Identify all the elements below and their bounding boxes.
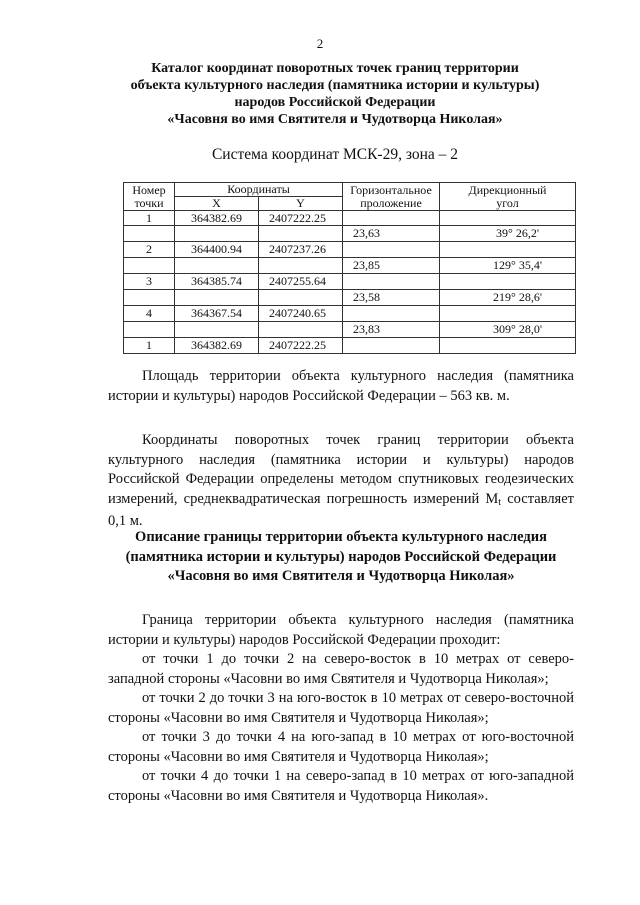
method-paragraph: Координаты поворотных точек границ территории объекта культурного наследия (памятника истории и культуры) народов Российской Федерации определены методом спутниковых геодезических измерений, среднеквадратическая погрешность измерений $M_t$ составляет 0,1 м. — [108, 432, 574, 529]
point-number: 1 — [124, 338, 175, 354]
header-point-number: Номер точки — [124, 183, 175, 211]
boundary-segment-text: от точки 3 до точки 4 на юго-запад в 10 метрах от юго-восточной стороны «Часовни во имя Святителя и Чудотворца Николая»; — [108, 729, 574, 765]
description-title-line: Описание границы территории объекта культурного наследия — [135, 529, 547, 545]
table-row — [124, 258, 576, 274]
table-row — [124, 338, 576, 354]
point-number: 4 — [124, 306, 175, 322]
point-y: 2407240.65 — [259, 306, 343, 322]
header-coordinates: Координаты — [175, 183, 343, 197]
segment-angle: 219° 28,6' — [440, 290, 576, 306]
table-row — [124, 242, 576, 258]
description-intro: Граница территории объекта культурного наследия (памятника истории и культуры) народов Российской Федерации проходит: — [108, 612, 574, 648]
table-row — [124, 226, 576, 242]
point-y: 2407222.25 — [259, 211, 343, 226]
description-title-line: «Часовня во имя Святителя и Чудотворца Николая» — [167, 568, 515, 584]
page-number: 2 — [316, 36, 324, 51]
boundary-segment-text: от точки 4 до точки 1 на северо-запад в 10 метрах от юго-западной стороны «Часовни во имя Святителя и Чудотворца Николая». — [108, 768, 574, 804]
point-x: 364400.94 — [175, 242, 259, 258]
segment-distance: 23,85 — [343, 258, 440, 274]
header-angle: Дирекционный угол — [440, 183, 576, 211]
segment-distance: 23,58 — [343, 290, 440, 306]
point-x: 364367.54 — [175, 306, 259, 322]
segment-angle: 39° 26,2' — [440, 226, 576, 242]
point-number: 1 — [124, 211, 175, 226]
point-x: 364385.74 — [175, 274, 259, 290]
point-y: 2407222.25 — [259, 338, 343, 354]
segment-distance: 23,83 — [343, 322, 440, 338]
header-y: Y — [259, 197, 343, 211]
boundary-segment-text: от точки 2 до точки 3 на юго-восток в 10 метрах от северо-восточной стороны «Часовни во имя Святителя и Чудотворца Николая»; — [108, 690, 574, 726]
catalog-title-line: народов Российской Федерации — [234, 95, 436, 110]
segment-distance: 23,63 — [343, 226, 440, 242]
area-paragraph: Площадь территории объекта культурного наследия (памятника истории и культуры) народов Российской Федерации – 563 кв. м. — [108, 368, 574, 404]
table-row — [124, 211, 576, 226]
header-x: X — [175, 197, 259, 211]
header-distance: Горизонтальное проложение — [343, 183, 440, 211]
boundary-segment-text: от точки 1 до точки 2 на северо-восток в 10 метрах от северо-западной стороны «Часовни во имя Святителя и Чудотворца Николая»; — [108, 651, 574, 687]
point-y: 2407237.26 — [259, 242, 343, 258]
catalog-title — [100, 60, 570, 128]
description-title — [108, 528, 574, 587]
point-x: 364382.69 — [175, 338, 259, 354]
point-y: 2407255.64 — [259, 274, 343, 290]
coordinates-table — [123, 182, 576, 354]
table-row — [124, 322, 576, 338]
point-number: 3 — [124, 274, 175, 290]
catalog-title-line: «Часовня во имя Святителя и Чудотворца Николая» — [167, 112, 503, 127]
table-row — [124, 274, 576, 290]
segment-angle: 129° 35,4' — [440, 258, 576, 274]
table-row — [124, 290, 576, 306]
segment-angle: 309° 28,0' — [440, 322, 576, 338]
table-row — [124, 306, 576, 322]
catalog-title-line: объекта культурного наследия (памятника истории и культуры) — [130, 78, 540, 93]
catalog-title-line: Каталог координат поворотных точек границ территории — [151, 61, 519, 76]
point-x: 364382.69 — [175, 211, 259, 226]
point-number: 2 — [124, 242, 175, 258]
description-title-line: (памятника истории и культуры) народов Российской Федерации — [125, 548, 557, 565]
coordinate-system: Система координат МСК-29, зона – 2 — [211, 146, 459, 163]
